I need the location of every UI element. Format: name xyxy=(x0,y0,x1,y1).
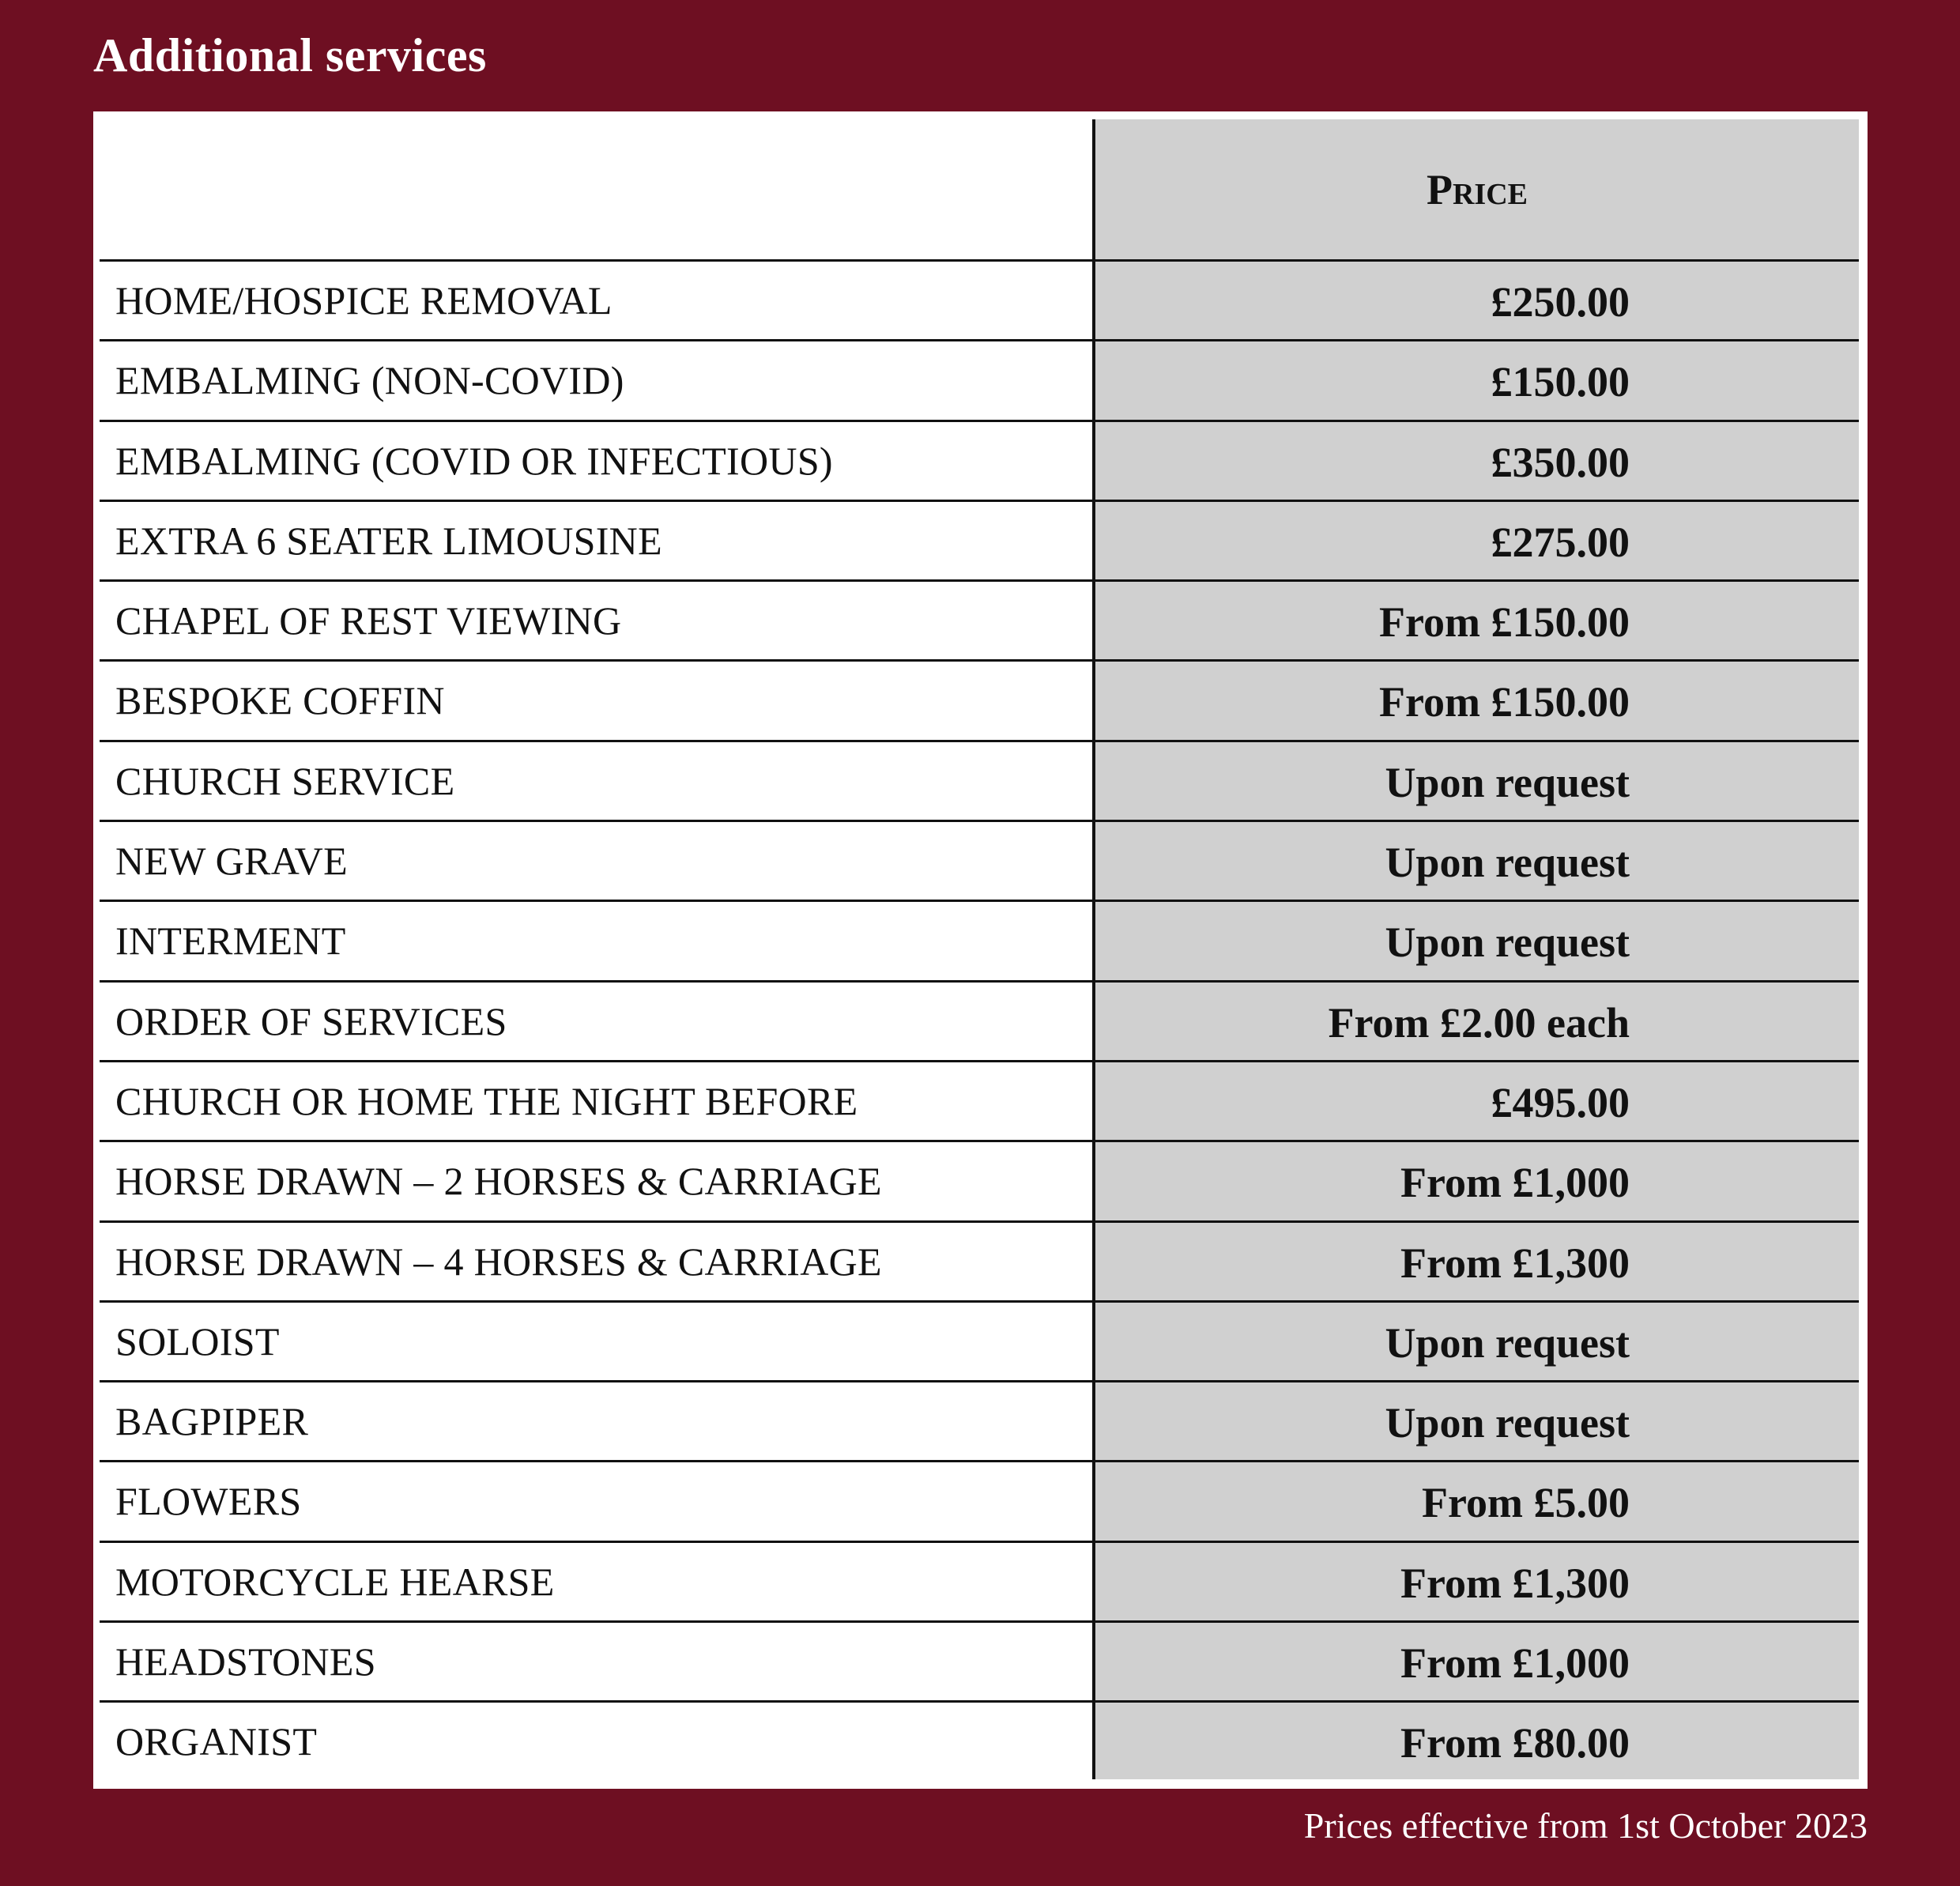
table-row xyxy=(100,259,1859,339)
service-price: From £1,300 xyxy=(1400,1559,1630,1607)
table-row xyxy=(100,820,1859,900)
service-name: NEW GRAVE xyxy=(115,839,348,884)
price-column-header: Price xyxy=(1426,166,1528,213)
service-price: £495.00 xyxy=(1491,1078,1630,1126)
table-row xyxy=(100,1541,1859,1620)
table-row xyxy=(100,900,1859,979)
table-row xyxy=(100,659,1859,739)
service-name: HOME/HOSPICE REMOVAL xyxy=(115,278,612,323)
footnote: Prices effective from 1st October 2023 xyxy=(1303,1805,1868,1846)
service-name: INTERMENT xyxy=(115,918,346,964)
service-price: Upon request xyxy=(1385,839,1630,887)
service-name: ORGANIST xyxy=(115,1719,318,1764)
table-row xyxy=(100,420,1859,500)
service-name: SOLOIST xyxy=(115,1318,280,1364)
table-row xyxy=(100,500,1859,579)
service-price: Upon request xyxy=(1385,758,1630,806)
service-price: £250.00 xyxy=(1491,278,1630,326)
service-name: EMBALMING (NON-COVID) xyxy=(115,358,624,403)
service-price: From £80.00 xyxy=(1400,1719,1630,1767)
table-row xyxy=(100,1380,1859,1460)
service-price: From £1,300 xyxy=(1400,1239,1630,1287)
table-row xyxy=(100,1460,1859,1540)
service-price: Upon request xyxy=(1385,1318,1630,1367)
service-name: MOTORCYCLE HEARSE xyxy=(115,1559,555,1604)
service-name: EMBALMING (COVID OR INFECTIOUS) xyxy=(115,438,833,483)
service-name: HORSE DRAWN – 4 HORSES & CARRIAGE xyxy=(115,1239,882,1284)
service-price: £150.00 xyxy=(1491,358,1630,406)
table-row xyxy=(100,1300,1859,1380)
price-table xyxy=(93,111,1868,1789)
service-price: From £150.00 xyxy=(1379,598,1630,647)
table-body xyxy=(100,259,1859,1781)
service-name: HORSE DRAWN – 2 HORSES & CARRIAGE xyxy=(115,1159,882,1204)
table-row xyxy=(100,1140,1859,1220)
service-name: EXTRA 6 SEATER LIMOUSINE xyxy=(115,518,662,563)
service-name: FLOWERS xyxy=(115,1479,302,1524)
service-name: ORDER OF SERVICES xyxy=(115,998,507,1043)
table-row xyxy=(100,339,1859,419)
service-price: From £1,000 xyxy=(1400,1639,1630,1688)
service-price: From £150.00 xyxy=(1379,678,1630,726)
service-price: £275.00 xyxy=(1491,518,1630,566)
service-price: From £5.00 xyxy=(1422,1479,1630,1527)
table-row xyxy=(100,980,1859,1060)
service-price: From £2.00 each xyxy=(1328,998,1630,1047)
page-title: Additional services xyxy=(93,29,487,81)
service-price: Upon request xyxy=(1385,918,1630,967)
service-name: CHURCH OR HOME THE NIGHT BEFORE xyxy=(115,1078,858,1123)
table-row xyxy=(100,1060,1859,1140)
service-price: From £1,000 xyxy=(1400,1159,1630,1207)
table-row xyxy=(100,579,1859,659)
table-row xyxy=(100,1620,1859,1700)
service-name: BESPOKE COFFIN xyxy=(115,678,445,723)
service-name: CHAPEL OF REST VIEWING xyxy=(115,598,622,643)
table-row xyxy=(100,1700,1859,1780)
table-row xyxy=(100,740,1859,820)
table-row xyxy=(100,1220,1859,1300)
service-name: BAGPIPER xyxy=(115,1399,309,1444)
service-name: CHURCH SERVICE xyxy=(115,758,455,803)
service-price: £350.00 xyxy=(1491,438,1630,486)
service-price: Upon request xyxy=(1385,1399,1630,1447)
service-name: HEADSTONES xyxy=(115,1639,376,1684)
